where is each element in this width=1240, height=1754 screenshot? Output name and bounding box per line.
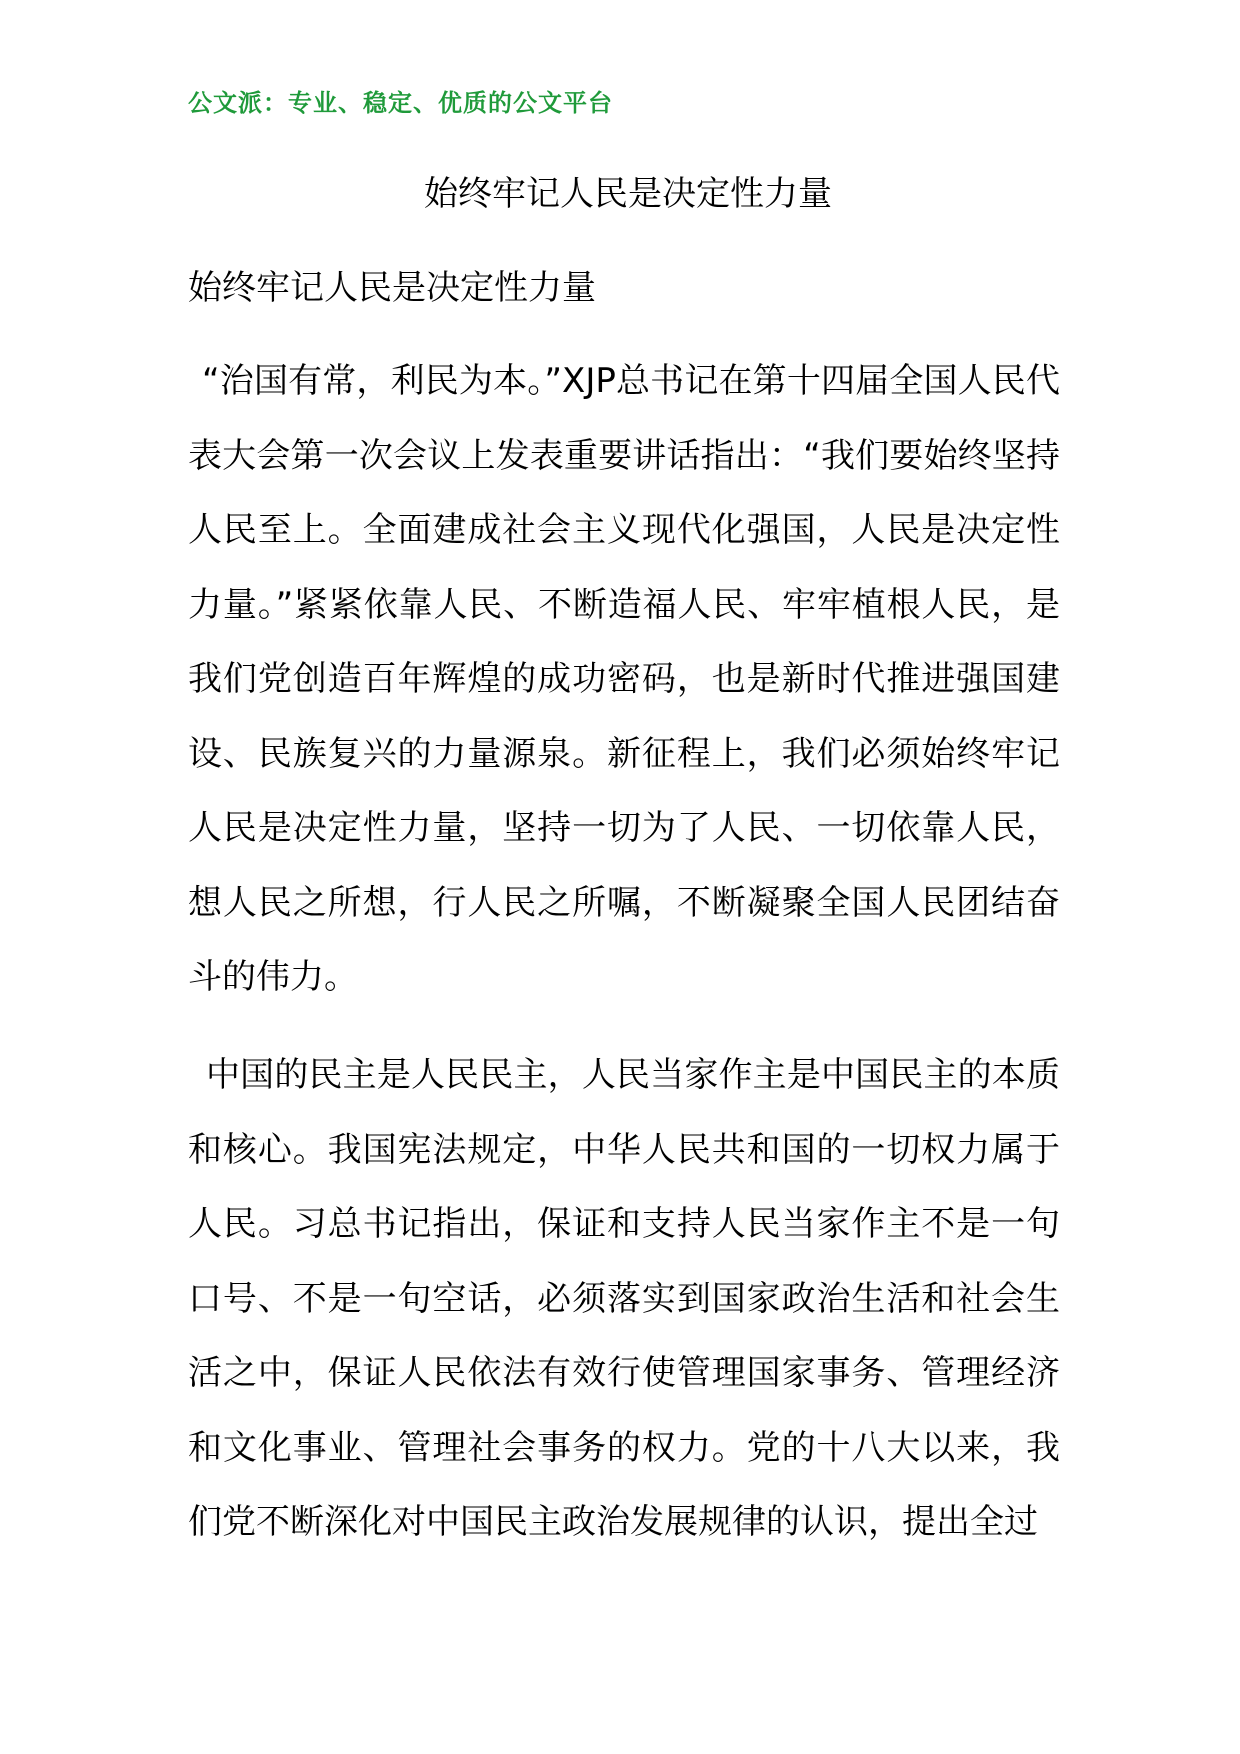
paragraph-1: “治国有常，利民为本。”XJP总书记在第十四届全国人民代表大会第一次会议上发表重要讲话指出：“我们要始终坚持人民至上。全面建成社会主义现代化强国，人民是决定性力量。”紧紧依靠人民、不断造福人民、牢牢植根人民，是我们党创造百年辉煌的成功密码，也是新时代推进强国建设、民族复兴的力量源泉。新征程上，我们必须始终牢记人民是决定性力量，坚持一切为了人民、一切依靠人民，想人民之所想，行人民之所嘱，不断凝聚全国人民团结奋斗的伟力。 bbox=[188, 361, 1060, 997]
header-banner: 公文派：专业、稳定、优质的公文平台 bbox=[188, 89, 613, 117]
article-subtitle: 始终牢记人民是决定性力量 bbox=[188, 268, 596, 308]
page-title: 始终牢记人民是决定性力量 bbox=[424, 174, 832, 214]
paragraph-2: 中国的民主是人民民主，人民当家作主是中国民主的本质和核心。我国宪法规定，中华人民共和国的一切权力属于人民。习总书记指出，保证和支持人民当家作主不是一句口号、不是一句空话，必须落实到国家政治生活和社会生活之中，保证人民依法有效行使管理国家事务、管理经济和文化事业、管理社会事务的权力。党的十八大以来，我们党不断深化对中国民主政治发展规律的认识，提出全过 bbox=[188, 1055, 1060, 1542]
